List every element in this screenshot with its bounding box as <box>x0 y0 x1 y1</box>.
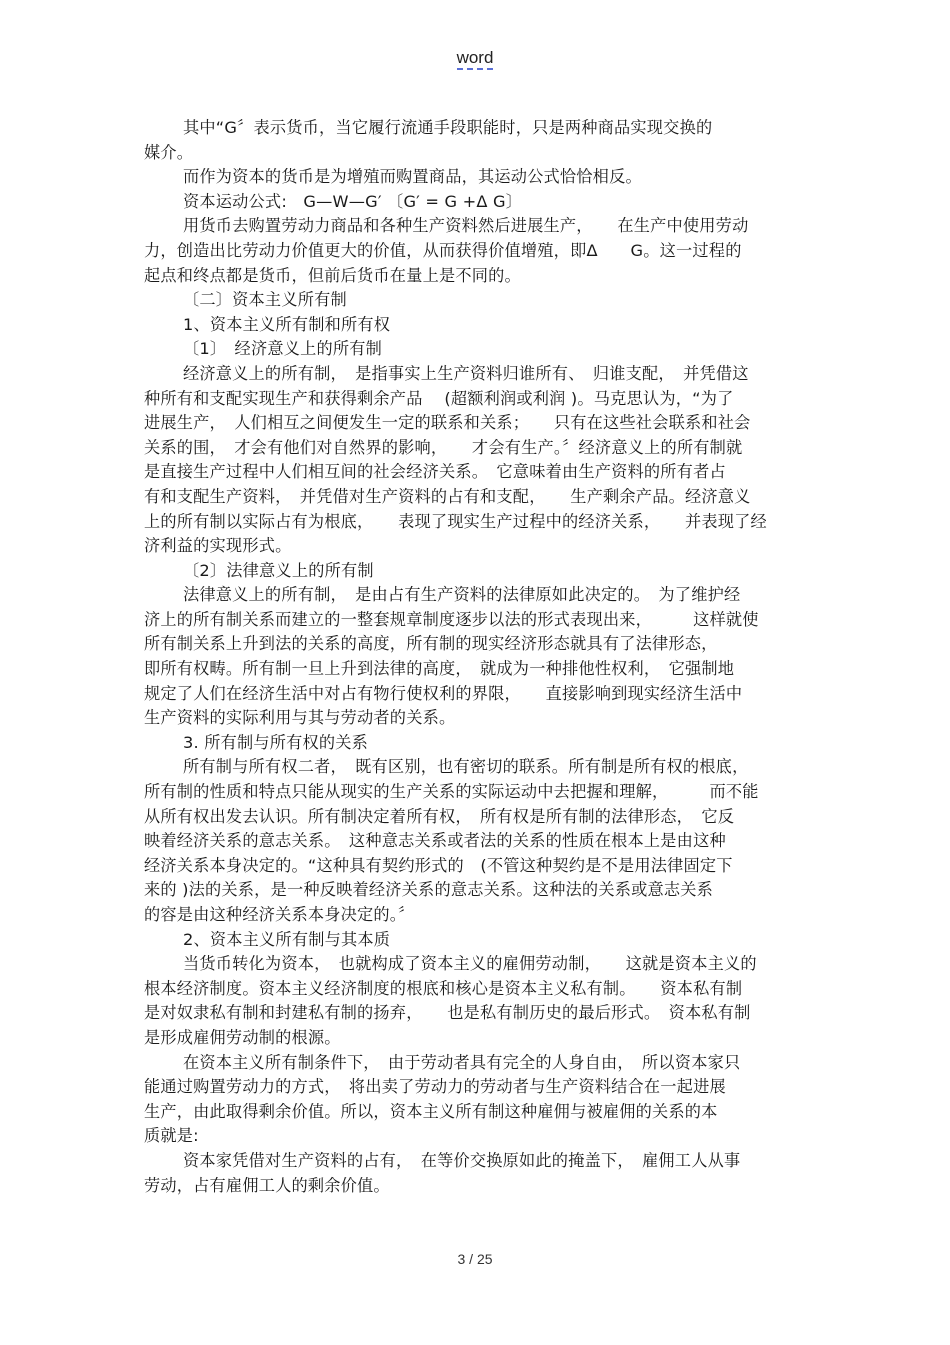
text-line: 即所有权畴。所有制一旦上升到法律的高度， 就成为一种排他性权利， 它强制地 <box>144 659 735 679</box>
text-line: 质就是: <box>144 1126 199 1146</box>
text-line: 济上的所有制关系而建立的一整套规章制度逐步以法的形式表现出来， 这样就使 <box>144 609 759 629</box>
text-line: 经济关系本身决定的。“这种具有契约形式的 (不管这种契约是不是用法律固定下 <box>144 855 733 875</box>
page-header <box>0 48 950 68</box>
text-line: 所有制的性质和特点只能从现实的生产关系的实际运动中去把握和理解， 而不能 <box>144 782 759 802</box>
text-line: 力，创造出比劳动力价值更大的价值，从而获得价值增殖，即Δ G。这一过程的 <box>144 240 742 260</box>
text-line: 进展生产， 人们相互之间便发生一定的联系和关系； 只有在这些社会联系和社会 <box>144 413 751 433</box>
text-line: 而作为资本的货币是为增殖而购置商品，其运动公式恰恰相反。 <box>183 167 642 187</box>
text-line: 能通过购置劳动力的方式， 将出卖了劳动力的劳动者与生产资料结合在一起进展 <box>144 1077 726 1097</box>
text-line: 所有制关系上升到法的关系的高度，所有制的现实经济形态就具有了法律形态， <box>144 634 718 654</box>
text-line: 资本家凭借对生产资料的占有， 在等价交换原如此的掩盖下， 雇佣工人从事 <box>183 1150 741 1170</box>
text-line: 法律意义上的所有制， 是由占有生产资料的法律原如此决定的。 为了维护经 <box>183 585 741 605</box>
text-line: 起点和终点都是货币，但前后货币在量上是不同的。 <box>144 265 521 285</box>
text-line: 的容是由这种经济关系本身决定的。〞 <box>144 905 415 924</box>
text-line: 〔1〕 经济意义上的所有制 <box>183 339 383 359</box>
text-line: 有和支配生产资料， 并凭借对生产资料的占有和支配， 生产剩余产品。经济意义 <box>144 486 751 506</box>
text-line: 1、资本主义所有制和所有权 <box>183 314 391 334</box>
text-line: 是直接生产过程中人们相互间的社会经济关系。 它意味着由生产资料的所有者占 <box>144 462 726 482</box>
page-number-separator: / <box>469 1251 474 1267</box>
text-line: 根本经济制度。资本主义经济制度的根底和核心是资本主义私有制。 资本私有制 <box>144 978 743 998</box>
text-line: 从所有权出发去认识。所有制决定着所有权， 所有权是所有制的法律形态， 它反 <box>144 806 735 826</box>
text-line: 上的所有制以实际占有为根底， 表现了现实生产过程中的经济关系， 并表现了经 <box>144 511 767 531</box>
page-footer <box>0 1251 950 1267</box>
page-number-total: 25 <box>476 1251 493 1267</box>
text-line: 生产，由此取得剩余价值。所以，资本主义所有制这种雇佣与被雇佣的关系的本 <box>144 1101 718 1121</box>
text-line: 媒介。 <box>144 142 194 162</box>
text-line: 关系的围， 才会有他们对自然界的影响， 才会有生产。〞经济意义上的所有制就 <box>144 437 743 457</box>
text-line: 映着经济关系的意志关系。 这种意志关系或者法的关系的性质在根本上是由这种 <box>144 831 726 851</box>
text-line: 规定了人们在经济生活中对占有物行使权利的界限， 直接影响到现实经济生活中 <box>144 683 743 703</box>
page-number-current: 3 <box>457 1251 466 1267</box>
header-title: word <box>457 48 494 70</box>
text-line: 其中“G〞表示货币，当它履行流通手段职能时，只是两种商品实现交换的 <box>183 118 713 137</box>
text-line: 3. 所有制与所有权的关系 <box>183 732 369 752</box>
text-line: 劳动，占有雇佣工人的剩余价值。 <box>144 1175 390 1195</box>
text-line: 在资本主义所有制条件下， 由于劳动者具有完全的人身自由， 所以资本家只 <box>183 1052 741 1072</box>
text-line: 2、资本主义所有制与其本质 <box>183 929 391 949</box>
text-line: 来的 )法的关系，是一种反映着经济关系的意志关系。这种法的关系或意志关系 <box>144 880 714 900</box>
text-line: 是形成雇佣劳动制的根源。 <box>144 1027 341 1047</box>
document-body <box>144 116 808 1198</box>
text-line: 是对奴隶私有制和封建私有制的扬弃， 也是私有制历史的最后形式。 资本私有制 <box>144 1003 751 1023</box>
text-line: 当货币转化为资本， 也就构成了资本主义的雇佣劳动制， 这就是资本主义的 <box>183 954 757 974</box>
text-line: 用货币去购置劳动力商品和各种生产资料然后进展生产， 在生产中使用劳动 <box>183 216 749 236</box>
text-line: 〔2〕法律意义上的所有制 <box>183 560 374 580</box>
text-line: 所有制与所有权二者， 既有区别，也有密切的联系。所有制是所有权的根底， <box>183 757 749 777</box>
text-line: 济利益的实现形式。 <box>144 536 292 556</box>
text-line: 生产资料的实际利用与其与劳动者的关系。 <box>144 708 456 728</box>
text-line: 经济意义上的所有制， 是指事实上生产资料归谁所有、 归谁支配， 并凭借这 <box>183 363 749 383</box>
text-line: 资本运动公式: G—W—G′ 〔G′ = G +Δ G〕 <box>183 191 523 211</box>
text-line: 种所有和支配实现生产和获得剩余产品 (超额利润或利润 )。马克思认为，“为了 <box>144 388 734 408</box>
text-line: 〔二〕资本主义所有制 <box>183 290 347 310</box>
